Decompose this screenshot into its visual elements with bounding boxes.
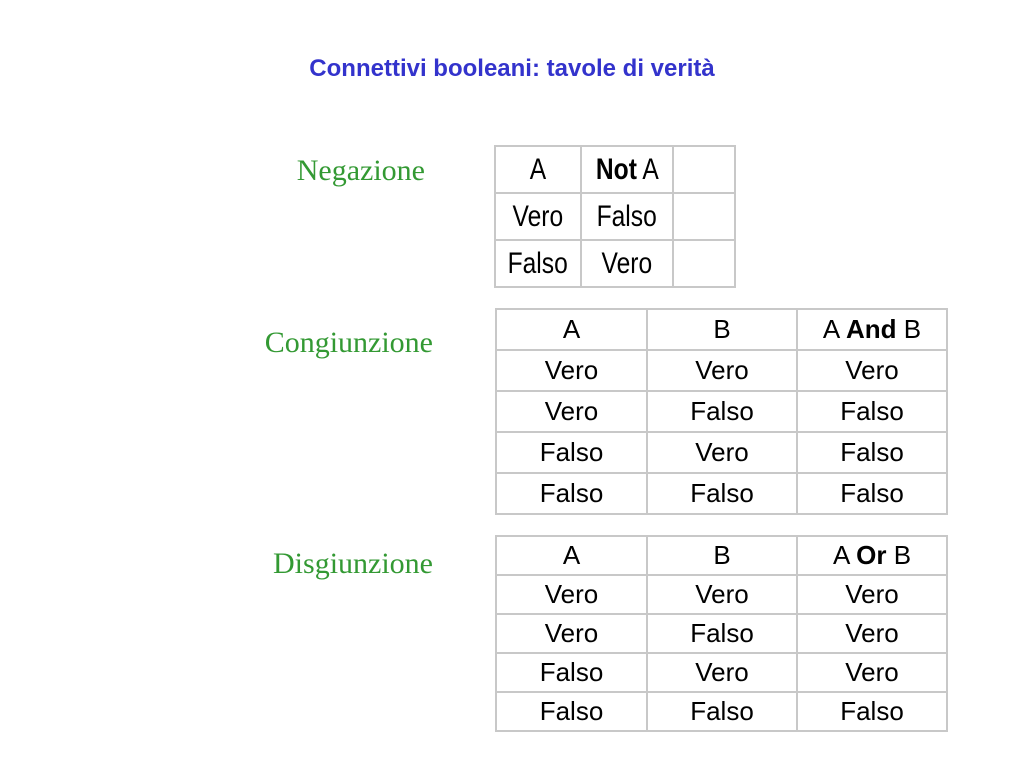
header-a: A xyxy=(495,146,581,193)
table-row xyxy=(496,614,947,653)
cell-result: Vero xyxy=(797,350,947,391)
cell-result: Vero xyxy=(797,653,947,692)
header-not-a: Not A xyxy=(581,146,673,193)
table-row xyxy=(496,653,947,692)
table-header-row xyxy=(496,536,947,575)
disjunction-table xyxy=(495,535,948,732)
header-a: A xyxy=(496,309,647,350)
cell-result: Falso xyxy=(797,692,947,731)
cell-b: Vero xyxy=(647,575,797,614)
cell-a: Vero xyxy=(496,575,647,614)
table-row xyxy=(496,432,947,473)
cell-a: Falso xyxy=(495,240,581,287)
cell-result: Vero xyxy=(797,575,947,614)
cell-a: Falso xyxy=(496,432,647,473)
disjunction-label: Disgiunzione xyxy=(273,547,433,580)
cell-b: Falso xyxy=(647,391,797,432)
header-a: A xyxy=(496,536,647,575)
header-a-or-b: A Or B xyxy=(797,536,947,575)
cell-extra xyxy=(673,240,735,287)
header-b: B xyxy=(647,536,797,575)
conjunction-label: Congiunzione xyxy=(264,326,433,359)
conjunction-table xyxy=(495,308,948,515)
negation-label: Negazione xyxy=(296,154,425,187)
cell-result: Vero xyxy=(797,614,947,653)
cell-b: Vero xyxy=(647,653,797,692)
header-a-and-b: A And B xyxy=(797,309,947,350)
cell-a: Vero xyxy=(496,391,647,432)
cell-b: Vero xyxy=(647,432,797,473)
cell-a: Vero xyxy=(496,350,647,391)
cell-b: Falso xyxy=(647,614,797,653)
table-header-row xyxy=(496,309,947,350)
table-row xyxy=(495,193,735,240)
page-title: Connettivi booleani: tavole di verità xyxy=(309,55,715,82)
cell-b: Falso xyxy=(647,473,797,514)
cell-a: Vero xyxy=(495,193,581,240)
table-row xyxy=(496,350,947,391)
cell-b: Vero xyxy=(647,350,797,391)
cell-b: Falso xyxy=(647,692,797,731)
cell-a: Falso xyxy=(496,692,647,731)
cell-extra xyxy=(673,193,735,240)
cell-a: Falso xyxy=(496,473,647,514)
cell-result: Falso xyxy=(581,193,673,240)
cell-a: Vero xyxy=(496,614,647,653)
table-row xyxy=(495,240,735,287)
header-b: B xyxy=(647,309,797,350)
table-row xyxy=(496,473,947,514)
cell-result: Falso xyxy=(797,432,947,473)
cell-result: Falso xyxy=(797,391,947,432)
table-row xyxy=(496,575,947,614)
negation-table xyxy=(494,145,736,288)
table-row xyxy=(496,391,947,432)
cell-result: Vero xyxy=(581,240,673,287)
table-row xyxy=(496,692,947,731)
header-extra xyxy=(673,146,735,193)
table-header-row xyxy=(495,146,735,193)
cell-a: Falso xyxy=(496,653,647,692)
cell-result: Falso xyxy=(797,473,947,514)
